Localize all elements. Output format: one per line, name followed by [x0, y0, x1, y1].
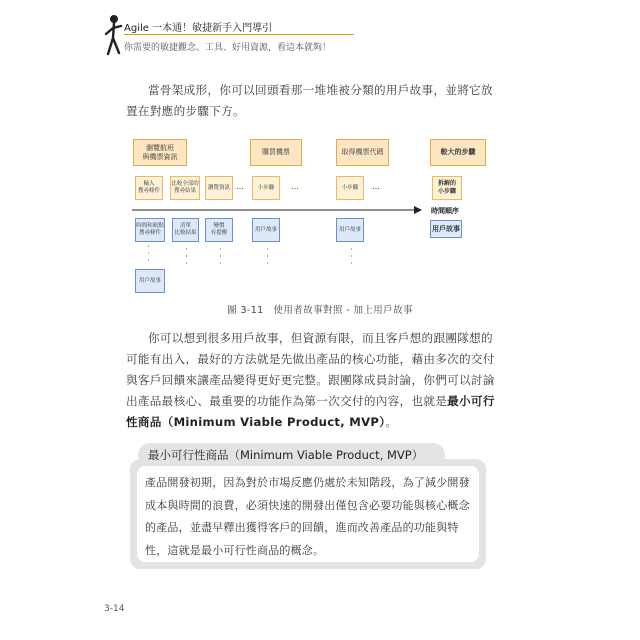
running-header-subtitle: 你需要的敏捷觀念、工具、好用資源，看這本就夠！	[124, 43, 332, 53]
legend-big-step: 較大的步驟	[430, 139, 486, 166]
callout-body-text: 產品開發初期，因為對於市場反應仍處於未知階段，為了減少開發成本與時間的浪費，必須快速的開發出僅包含必要功能與核心概念的產品，並盡早釋出獲得客戶的回饋，進而改善產品的功能與特性，這就是最小可行性商品的概念。	[145, 476, 470, 557]
ellipsis: …	[236, 182, 245, 191]
step-box-get-code: 取得機票代碼	[336, 139, 389, 166]
user-story-time-route: 時間和航點 搜尋條件	[135, 218, 165, 242]
legend-small-step: 拆解的 小步驟	[432, 176, 462, 200]
timeline-arrow	[132, 206, 422, 214]
vertical-ellipsis: · · ·	[147, 242, 150, 265]
user-story-purchase: 用戶故事	[252, 218, 280, 242]
vertical-ellipsis: · · ·	[185, 245, 188, 268]
story-map-diagram	[0, 0, 640, 300]
page-number: 3-14	[104, 604, 125, 614]
small-step-browse-info: 瀏覽資訊	[205, 176, 233, 200]
small-step-compare-results: 比較全部的 搜尋結果	[170, 176, 200, 200]
running-header-title: Agile 一本通！敏捷新手入門導引	[124, 23, 273, 34]
step-box-purchase: 購買機票	[250, 139, 302, 166]
ellipsis: …	[372, 182, 381, 191]
small-step-input-criteria: 輸入 搜尋條件	[135, 176, 163, 200]
figure-caption: 圖 3-11 使用者故事對照 - 加上用戶故事	[227, 305, 413, 316]
small-step-get-code: 小步驟	[336, 176, 364, 200]
vertical-ellipsis: · · ·	[266, 245, 269, 268]
vertical-ellipsis: · · ·	[350, 245, 353, 268]
legend-user-story: 用戶故事	[430, 220, 462, 238]
timeline-label: 時間順序	[431, 207, 459, 215]
step-box-browse: 瀏覽航班 與機票資訊	[133, 139, 187, 166]
user-story-extra: 用戶故事	[135, 269, 165, 293]
mvp-term-bold: 最小可行性商品（Minimum Viable Product, MVP）	[126, 394, 495, 429]
ellipsis: …	[291, 182, 300, 191]
user-story-get-code: 用戶故事	[336, 218, 364, 242]
body-paragraph-2: 你可以想到很多用戶故事，但資源有限，而且客戶想的跟團隊想的可能有出入，最好的方法就是先做出產品的核心功能，藉由多次的交付與客戶回饋來讓產品變得更好更完整。跟團隊成員討論，你們可以討論出產品最核心、最重要的功能作為第一次交付的內容，也就是最小可行性商品（Minimum Viable Product, MVP）。	[126, 331, 495, 429]
user-story-price-alert: 變價 有提醒	[205, 218, 233, 242]
callout-title: 最小可行性商品（Minimum Viable Product, MVP）	[138, 443, 445, 467]
body-paragraph-1: 當骨架成形，你可以回頭看那一堆堆被分類的用戶故事，並將它放置在對應的步驟下方。	[126, 83, 493, 118]
vertical-ellipsis: · · ·	[219, 245, 222, 268]
user-story-list-compare: 清單 比較結果	[172, 218, 199, 242]
small-step-purchase: 小步驟	[252, 176, 280, 200]
